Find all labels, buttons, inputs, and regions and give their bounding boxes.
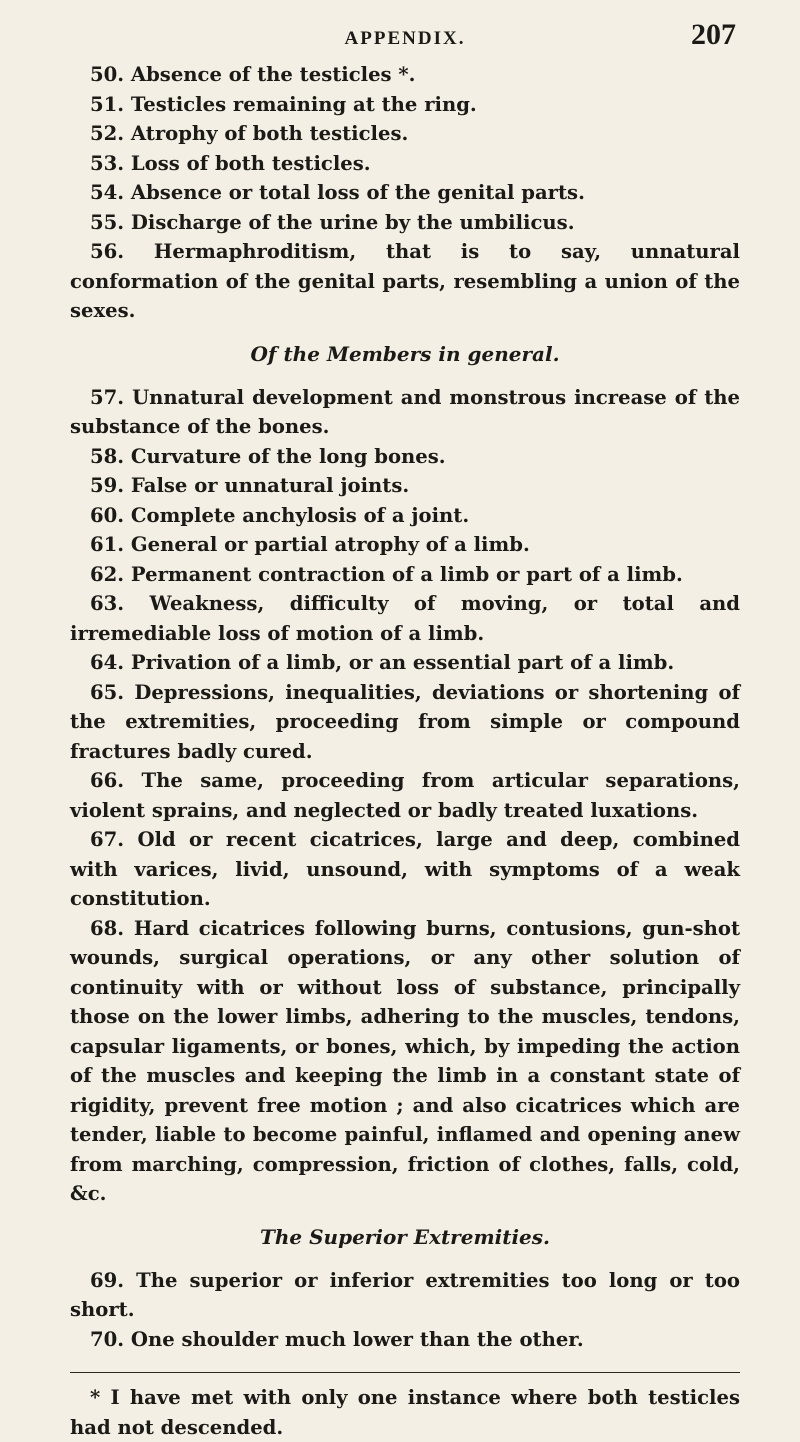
entry-69: 69. The superior or inferior extremities too long or too short. [70,1268,740,1321]
entry-68: 68. Hard cicatrices following burns, contusions, gun-shot wounds, surgical operations, or any other solution of continuity with or without loss of substance, principally those on the lower limbs, adhering to the muscles, tendons, capsular ligaments, or bones, which, by impeding the action of the muscles and keeping the limb in a constant state of rigidity, prevent free motion ; and also cicatrices which are tender, liable to become painful, inflamed and opening anew from marching, compression, friction of clothes, falls, cold, &c. [70,916,740,1205]
entry-57: 57. Unnatural development and monstrous increase of the substance of the bones. [70,385,740,438]
entry-60: 60. Complete anchylosis of a joint. [90,503,470,527]
entry-56: 56. Hermaphroditism, that is to say, unnatural conformation of the genital parts, resembling a union of the sexes. [70,240,740,322]
running-head [70,0,740,60]
footnote-divider [70,1372,740,1373]
entry-61: 61. General or partial atrophy of a limb. [90,533,530,556]
entry-65: 65. Depressions, inequalities, deviations or shortening of the extremities, proceeding from simple or compound fractures badly cured. [70,680,740,763]
entry-50: 50. Absence of the testicles *. [90,63,416,86]
footnote: * I have met with only one instance where both testicles had not descended. [70,1386,740,1439]
entry-52: 52. Atrophy of both testicles. [90,122,409,145]
entry-70: 70. One shoulder much lower than the other. [90,1327,584,1351]
entry-66: 66. The same, proceeding from articular separations, violent sprains, and neglected or badly treated luxations. [70,769,740,822]
entry-62: 62. Permanent contraction of a limb or part of a limb. [90,562,683,586]
entry-list [70,60,740,1354]
entry-58: 58. Curvature of the long bones. [90,444,446,468]
section-heading-superior-extremities: The Superior Extremities. [260,1224,550,1249]
entry-51: 51. Testicles remaining at the ring. [90,92,477,116]
running-title: APPENDIX. [344,28,466,49]
section-heading-members: Of the Members in general. [250,341,560,366]
entry-67: 67. Old or recent cicatrices, large and deep, combined with varices, livid, unsound, with symptoms of a weak constitution. [70,828,740,910]
entry-54: 54. Absence or total loss of the genital parts. [90,181,585,204]
entry-63: 63. Weakness, difficulty of moving, or total and irremediable loss of motion of a limb. [70,592,740,645]
entry-64: 64. Privation of a limb, or an essential part of a limb. [90,651,675,674]
entry-59: 59. False or unnatural joints. [90,474,410,497]
book-page [70,0,740,1442]
entry-53: 53. Loss of both testicles. [90,151,371,175]
page-number: 207 [691,18,736,51]
entry-55: 55. Discharge of the urine by the umbilicus. [90,210,575,234]
